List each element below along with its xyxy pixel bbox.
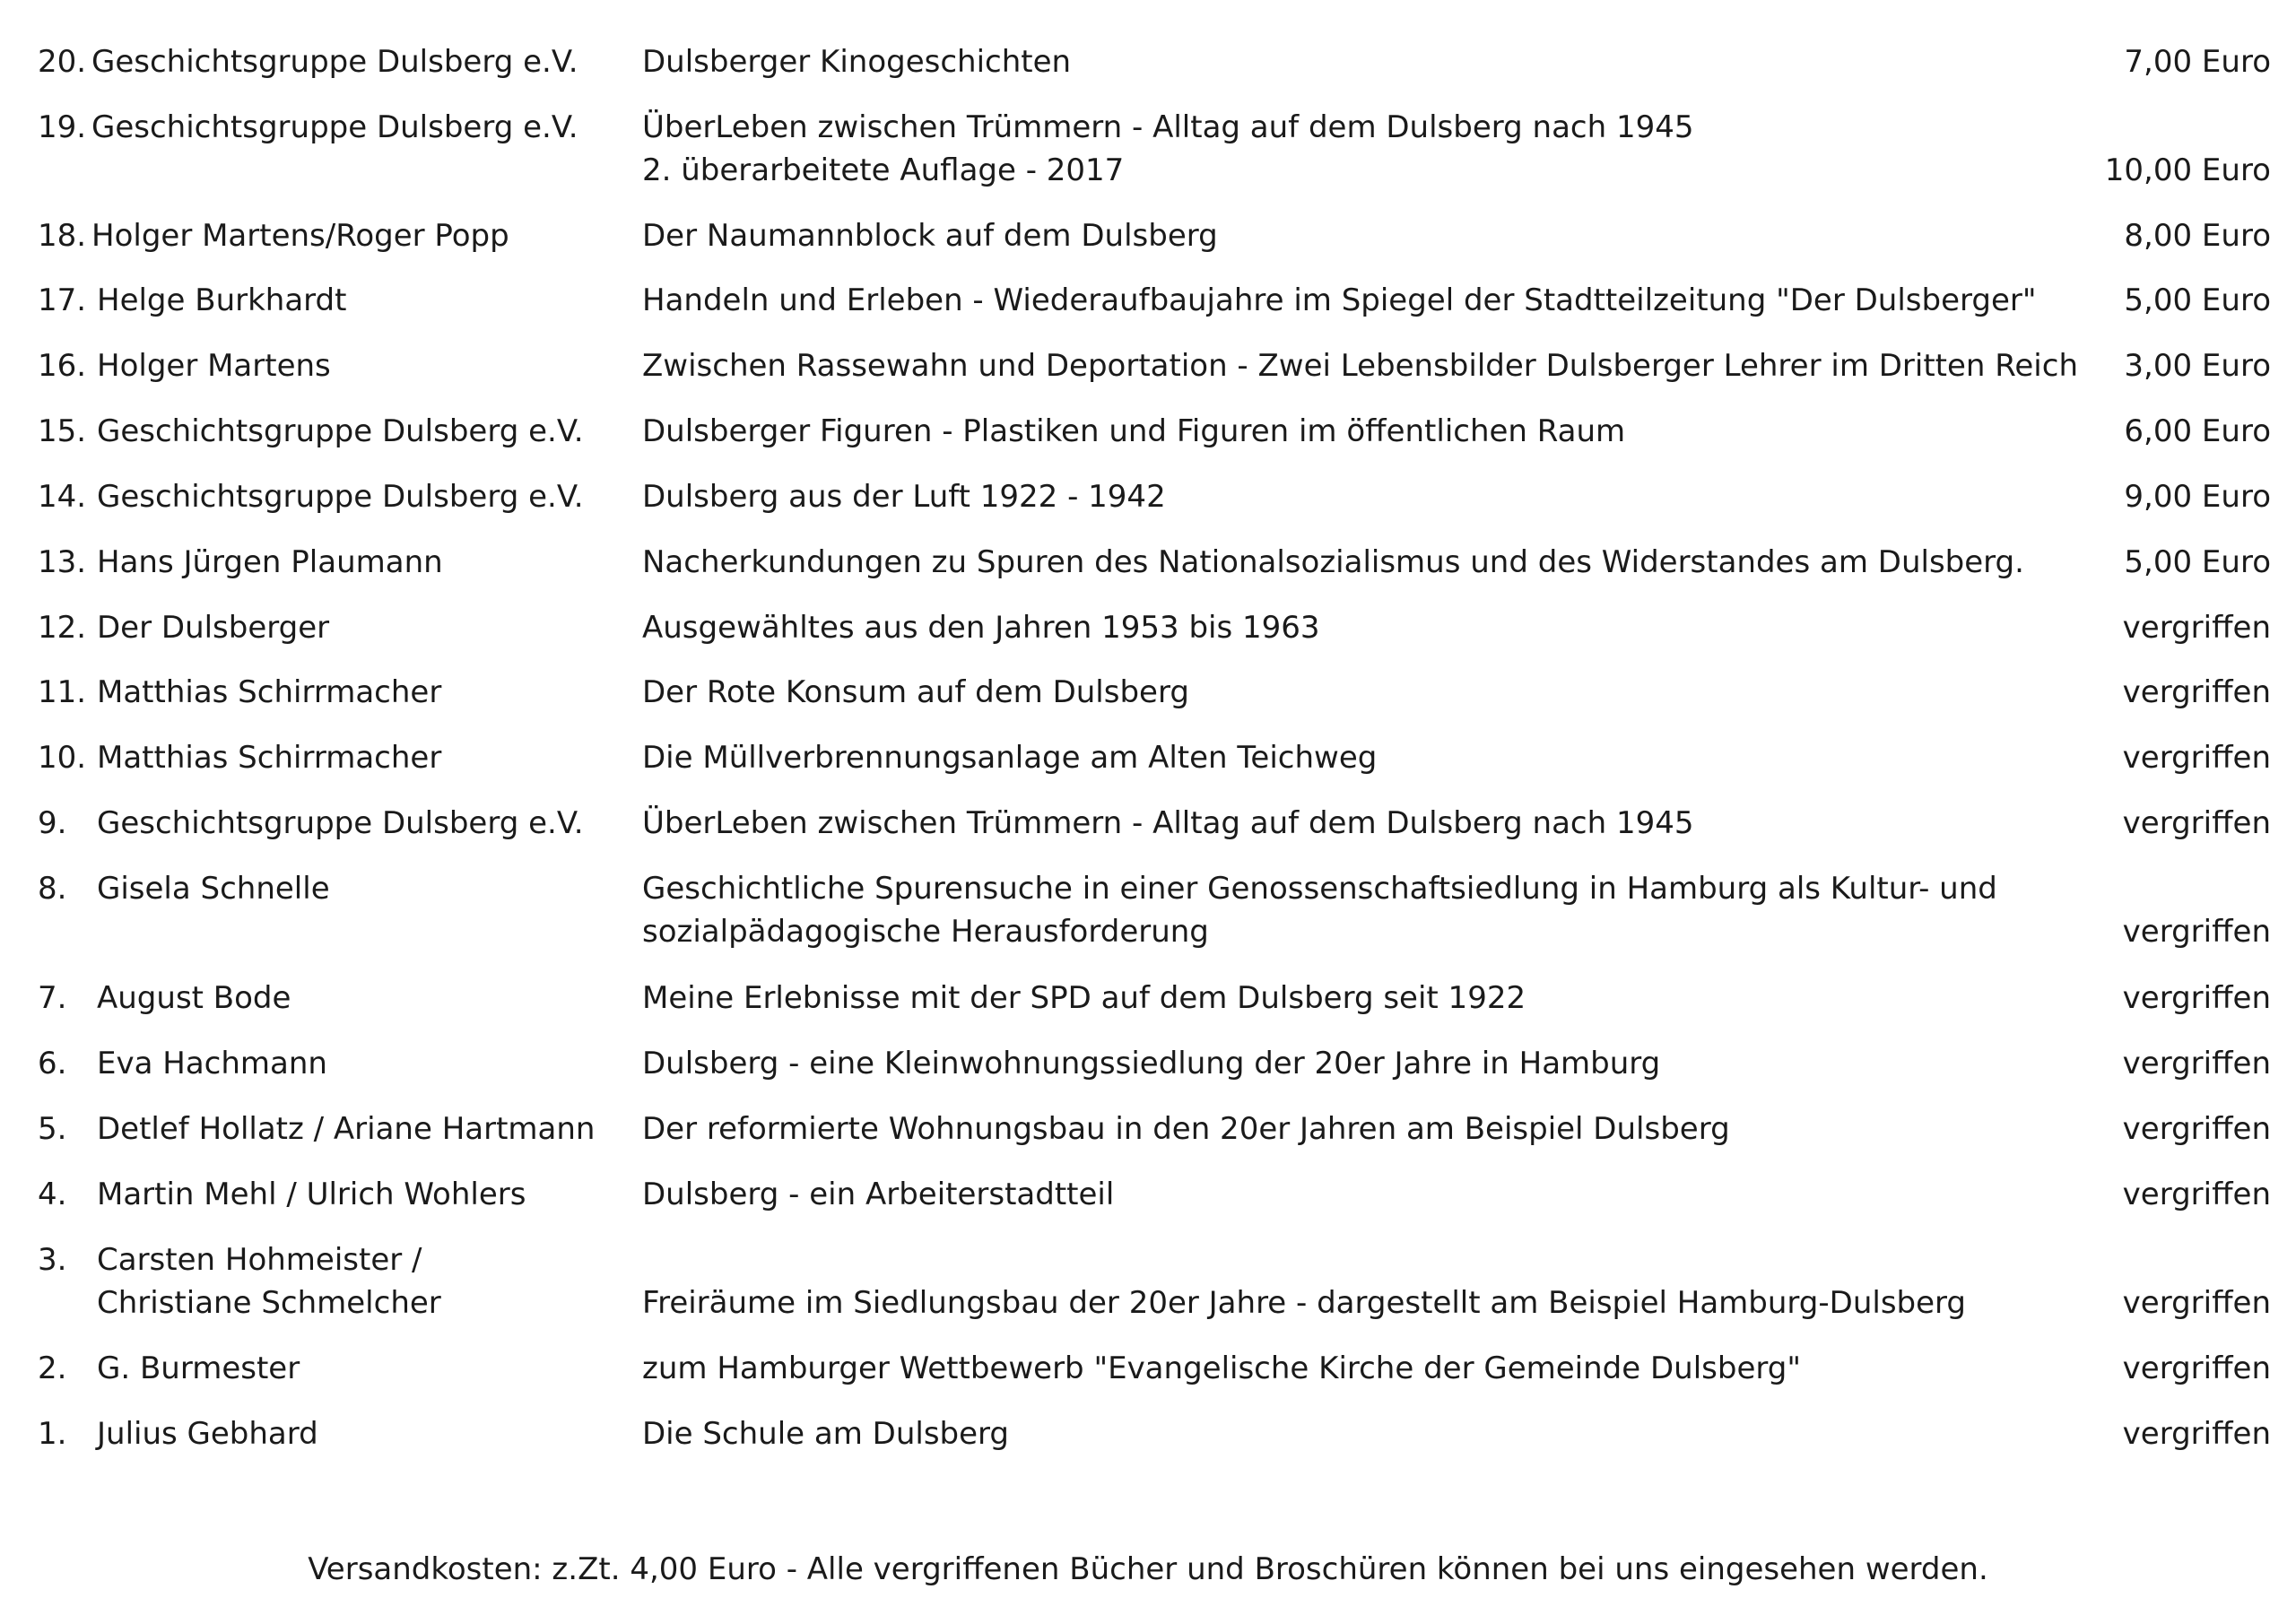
publication-number: 1. xyxy=(38,1416,67,1452)
title-line: Der Naumannblock auf dem Dulsberg xyxy=(642,218,1218,254)
publication-title xyxy=(642,40,1071,83)
author-line: Holger Martens/Roger Popp xyxy=(91,218,509,254)
publication-author xyxy=(97,736,441,779)
publication-author xyxy=(97,410,584,453)
author-line: Helge Burkhardt xyxy=(97,282,347,318)
title-line: Dulsberg aus der Luft 1922 - 1942 xyxy=(642,479,1166,515)
publication-number: 12. xyxy=(38,610,87,646)
author-line: Geschichtsgruppe Dulsberg e.V. xyxy=(97,479,584,515)
title-line: ÜberLeben zwischen Trümmern - Alltag auf dem Dulsberg nach 1945 xyxy=(642,805,1694,841)
publication-title xyxy=(642,541,2024,584)
title-line: Dulsberger Kinogeschichten xyxy=(642,44,1072,80)
publication-title xyxy=(642,671,1189,714)
title-line: Der reformierte Wohnungsbau in den 20er Jahren am Beispiel Dulsberg xyxy=(642,1111,1730,1147)
publication-author xyxy=(97,1107,595,1151)
publication-author xyxy=(97,606,329,649)
author-line: Julius Gebhard xyxy=(97,1416,318,1452)
title-line: Dulsberger Figuren - Plastiken und Figuren im öffentlichen Raum xyxy=(642,413,1626,449)
publication-title xyxy=(642,1173,1114,1216)
title-line: zum Hamburger Wettbewerb "Evangelische Kirche der Gemeinde Dulsberg" xyxy=(642,1350,1801,1386)
author-line: Geschichtsgruppe Dulsberg e.V. xyxy=(91,109,578,145)
publication-author xyxy=(91,106,578,149)
publication-author xyxy=(91,214,509,257)
publication-author xyxy=(97,344,331,387)
author-line: Martin Mehl / Ulrich Wohlers xyxy=(97,1177,526,1212)
publication-price: vergriffen xyxy=(2122,1285,2271,1321)
publication-author xyxy=(97,1347,300,1390)
publication-price: 9,00 Euro xyxy=(2124,479,2271,515)
publication-number: 20. xyxy=(38,44,87,80)
publication-price: 6,00 Euro xyxy=(2124,413,2271,449)
publication-title xyxy=(642,802,1694,845)
publication-number: 13. xyxy=(38,544,87,580)
author-line: Holger Martens xyxy=(97,348,331,384)
author-line: Geschichtsgruppe Dulsberg e.V. xyxy=(97,805,584,841)
author-line: Carsten Hohmeister / xyxy=(97,1242,422,1278)
publication-price: 7,00 Euro xyxy=(2124,44,2271,80)
title-line: Die Müllverbrennungsanlage am Alten Teichweg xyxy=(642,740,1378,776)
publication-title xyxy=(642,1347,1801,1390)
publication-author xyxy=(97,802,584,845)
publication-number: 15. xyxy=(38,413,87,449)
publication-author xyxy=(97,1238,441,1324)
title-line: Nacherkundungen zu Spuren des Nationalsozialismus und des Widerstandes am Dulsberg. xyxy=(642,544,2024,580)
publication-number: 9. xyxy=(38,805,67,841)
author-line: Matthias Schirrmacher xyxy=(97,740,442,776)
publication-title xyxy=(642,867,1997,953)
publication-price: vergriffen xyxy=(2122,674,2271,710)
title-line: Meine Erlebnisse mit der SPD auf dem Dulsberg seit 1922 xyxy=(642,980,1526,1016)
publication-price: vergriffen xyxy=(2122,740,2271,776)
publication-number: 17. xyxy=(38,282,87,318)
publication-price: 10,00 Euro xyxy=(2104,152,2271,188)
title-line: Dulsberg - ein Arbeiterstadtteil xyxy=(642,1177,1115,1212)
publication-title xyxy=(642,1107,1730,1151)
publication-author xyxy=(97,1412,318,1455)
publication-title xyxy=(642,606,1320,649)
publication-author xyxy=(97,671,441,714)
publication-author xyxy=(97,475,584,518)
title-line: Ausgewähltes aus den Jahren 1953 bis 1963 xyxy=(642,610,1320,646)
publication-price: 3,00 Euro xyxy=(2124,348,2271,384)
publication-title xyxy=(642,1042,1660,1085)
publication-author xyxy=(97,1173,526,1216)
publication-number: 18. xyxy=(38,218,87,254)
publication-price: 5,00 Euro xyxy=(2124,544,2271,580)
author-line: Geschichtsgruppe Dulsberg e.V. xyxy=(91,44,578,80)
title-line: Freiräume im Siedlungsbau der 20er Jahre - dargestellt am Beispiel Hamburg-Dulsberg xyxy=(642,1285,1966,1321)
publication-title xyxy=(642,1238,1966,1324)
author-line: Matthias Schirrmacher xyxy=(97,674,442,710)
publication-number: 6. xyxy=(38,1046,67,1081)
author-line: Eva Hachmann xyxy=(97,1046,327,1081)
publication-price: vergriffen xyxy=(2122,1416,2271,1452)
author-line: Detlef Hollatz / Ariane Hartmann xyxy=(97,1111,596,1147)
title-line: 2. überarbeitete Auflage - 2017 xyxy=(642,152,1125,188)
title-line: Dulsberg - eine Kleinwohnungssiedlung der 20er Jahre in Hamburg xyxy=(642,1046,1661,1081)
author-line: Christiane Schmelcher xyxy=(97,1285,441,1321)
publication-price: 8,00 Euro xyxy=(2124,218,2271,254)
publication-number: 5. xyxy=(38,1111,67,1147)
author-line: Gisela Schnelle xyxy=(97,871,330,907)
author-line: Geschichtsgruppe Dulsberg e.V. xyxy=(97,413,584,449)
publication-price: vergriffen xyxy=(2122,1350,2271,1386)
publication-price: vergriffen xyxy=(2122,1111,2271,1147)
title-line: Handeln und Erleben - Wiederaufbaujahre im Spiegel der Stadtteilzeitung "Der Dulsberger" xyxy=(642,282,2037,318)
author-line: Der Dulsberger xyxy=(97,610,330,646)
publication-author xyxy=(97,541,443,584)
shipping-note: Versandkosten: z.Zt. 4,00 Euro - Alle vergriffenen Bücher und Broschüren können bei uns eingesehen werden. xyxy=(308,1551,1988,1587)
publication-price: vergriffen xyxy=(2122,914,2271,950)
publication-title xyxy=(642,1412,1009,1455)
title-line: Der Rote Konsum auf dem Dulsberg xyxy=(642,674,1189,710)
title-line: ÜberLeben zwischen Trümmern - Alltag auf dem Dulsberg nach 1945 xyxy=(642,109,1694,145)
author-line: G. Burmester xyxy=(97,1350,300,1386)
title-line: Die Schule am Dulsberg xyxy=(642,1416,1010,1452)
publication-title xyxy=(642,279,2037,322)
publication-price: vergriffen xyxy=(2122,980,2271,1016)
publication-price: 5,00 Euro xyxy=(2124,282,2271,318)
author-line: August Bode xyxy=(97,980,291,1016)
author-line: Hans Jürgen Plaumann xyxy=(97,544,443,580)
publication-title xyxy=(642,214,1218,257)
publication-author xyxy=(97,977,291,1020)
publication-number: 14. xyxy=(38,479,87,515)
publication-number: 11. xyxy=(38,674,87,710)
publication-number: 4. xyxy=(38,1177,67,1212)
publication-author xyxy=(91,40,578,83)
publication-number: 8. xyxy=(38,871,67,907)
title-line: Geschichtliche Spurensuche in einer Genossenschaftsiedlung in Hamburg als Kultur- und xyxy=(642,871,1997,907)
publication-price: vergriffen xyxy=(2122,805,2271,841)
publication-title xyxy=(642,736,1377,779)
publication-price: vergriffen xyxy=(2122,610,2271,646)
publication-number: 10. xyxy=(38,740,87,776)
publication-title xyxy=(642,977,1526,1020)
title-line xyxy=(642,1238,1966,1281)
publication-price: vergriffen xyxy=(2122,1177,2271,1212)
publication-number: 3. xyxy=(38,1242,67,1278)
publication-title xyxy=(642,106,1694,192)
publication-number: 19. xyxy=(38,109,87,145)
publication-number: 2. xyxy=(38,1350,67,1386)
publication-number: 7. xyxy=(38,980,67,1016)
publication-author xyxy=(97,279,346,322)
publication-price: vergriffen xyxy=(2122,1046,2271,1081)
title-line: sozialpädagogische Herausforderung xyxy=(642,914,1209,950)
publication-title xyxy=(642,410,1625,453)
title-line: Zwischen Rassewahn und Deportation - Zwei Lebensbilder Dulsberger Lehrer im Dritten Reich xyxy=(642,348,2078,384)
publication-author xyxy=(97,1042,327,1085)
publication-title xyxy=(642,344,2078,387)
publication-author xyxy=(97,867,330,910)
publication-title xyxy=(642,475,1166,518)
publication-number: 16. xyxy=(38,348,87,384)
